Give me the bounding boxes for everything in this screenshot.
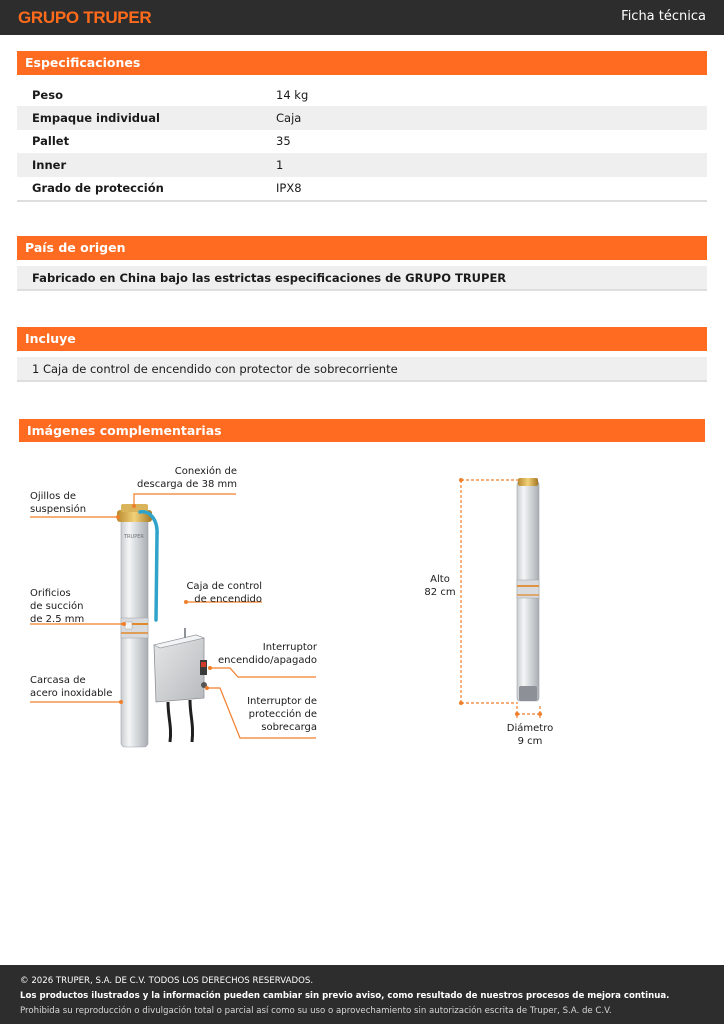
pump-dimension-illustration <box>517 478 539 701</box>
leader-power-switch <box>210 668 316 677</box>
spec-label: Pallet <box>32 134 70 149</box>
top-bar <box>0 0 724 35</box>
images-heading: Imágenes complementarias <box>19 419 705 442</box>
spec-row <box>17 130 707 153</box>
spec-row <box>17 177 707 200</box>
spec-label: Empaque individual <box>32 111 160 126</box>
dimension-diameter-label: Diámetro 9 cm <box>506 723 554 747</box>
pump-brand-mark: TRUPER <box>124 534 144 540</box>
spec-row <box>17 106 707 129</box>
callout-overload-switch: Interruptor de protección de sobrecarga <box>247 696 317 733</box>
dimension-height-label: Alto 82 cm <box>424 574 456 598</box>
spec-value: IPX8 <box>276 181 302 196</box>
callout-stainless-housing: Carcasa de acero inoxidable <box>30 675 113 699</box>
callout-suction-holes: Orificios de succión de 2.5 mm <box>30 588 85 625</box>
copyright-text: © 2026 TRUPER, S.A. DE C.V. TODOS LOS DERECHOS RESERVADOS. <box>20 976 314 986</box>
legal-notice-text: Prohibida su reproducción o divulgación total o parcial así como su uso o aprovechamiento sin autorización escrita de Truper, S.A. de C.V. <box>20 1006 612 1016</box>
callout-suspension-eyelets: Ojillos de suspensión <box>30 491 87 515</box>
spec-value: 1 <box>276 157 284 172</box>
footer <box>0 965 724 1024</box>
document-type: Ficha técnica <box>621 9 706 24</box>
leader-discharge <box>134 494 236 506</box>
spec-value: Caja <box>276 111 302 126</box>
spec-row <box>17 153 707 176</box>
spec-row <box>17 83 707 106</box>
spec-label: Inner <box>32 157 67 172</box>
origin-heading: País de origen <box>17 236 707 260</box>
specs-heading: Especificaciones <box>17 51 707 75</box>
spec-value: 35 <box>276 134 291 149</box>
callout-power-switch: Interruptor encendido/apagado <box>218 642 317 666</box>
callout-discharge-connection: Conexión de descarga de 38 mm <box>137 466 237 490</box>
spec-value: 14 kg <box>276 87 309 102</box>
spec-label: Peso <box>32 87 63 102</box>
product-diagram <box>0 450 724 770</box>
disclaimer-text: Los productos ilustrados y la información pueden cambiar sin previo aviso, como resultado de nuestros procesos de mejora continua. <box>20 991 670 1001</box>
spec-label: Grado de protección <box>32 181 164 196</box>
brand-logo: GRUPO TRUPER <box>18 8 152 27</box>
specs-table <box>17 83 707 202</box>
includes-text: 1 Caja de control de encendido con protector de sobrecorriente <box>17 357 707 382</box>
control-box-illustration <box>154 628 207 742</box>
origin-text: Fabricado en China bajo las estrictas especificaciones de GRUPO TRUPER <box>17 266 707 291</box>
callout-control-box: Caja de control de encendido <box>186 581 262 605</box>
includes-heading: Incluye <box>17 327 707 351</box>
